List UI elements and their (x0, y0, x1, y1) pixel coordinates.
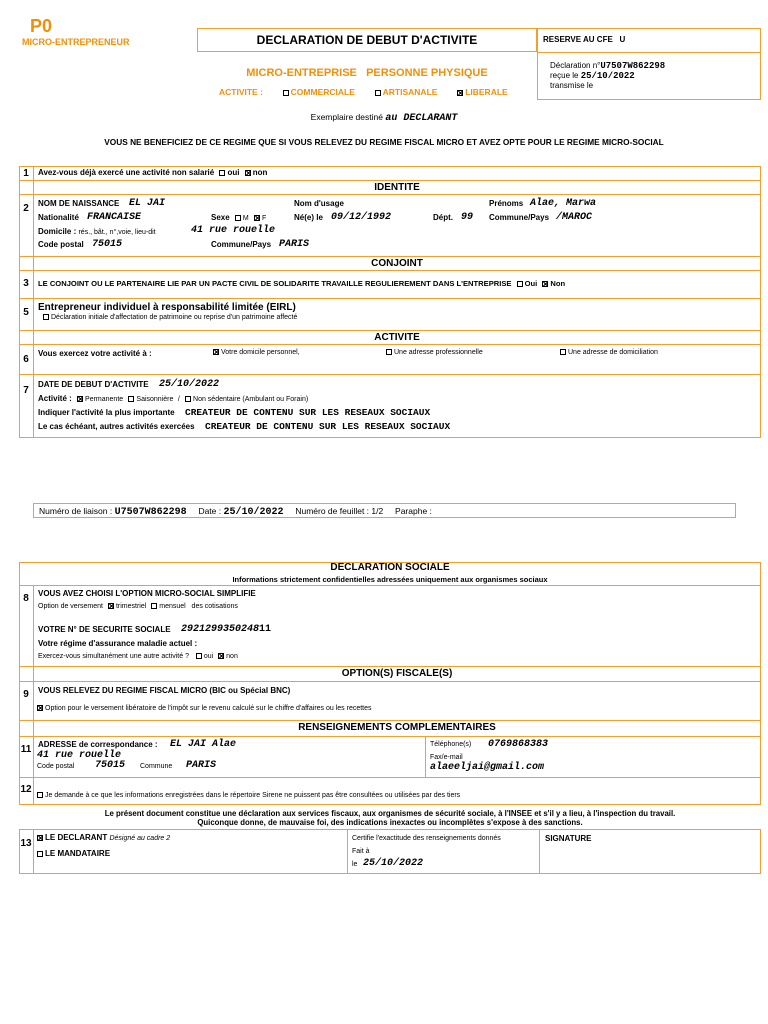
commune-pays-value: /MAROC (556, 212, 593, 223)
reserve-label: RESERVE AU CFE (543, 35, 613, 44)
secu-label: VOTRE N° DE SECURITE SOCIALE (38, 625, 171, 634)
certifie-text: Certifie l'exactitude des renseignements donnés (352, 835, 501, 842)
lieu-domiciliation: Une adresse de domiciliation (557, 349, 658, 356)
exemplaire-value: au DECLARANT (385, 113, 458, 124)
page-title: DECLARATION DE DEBUT D'ACTIVITE (256, 33, 478, 47)
telephone-label: Téléphone(s) (430, 741, 472, 748)
commerciale-label: COMMERCIALE (290, 87, 355, 97)
autres-activites-label: Le cas échéant, autres activités exercées (38, 422, 195, 431)
naissance-label: Né(e) le (294, 213, 323, 222)
micro-social-title: VOUS AVEZ CHOISI L'OPTION MICRO-SOCIAL SIMPLIFIE (38, 589, 256, 598)
nationalite-value: FRANCAISE (87, 212, 142, 223)
section-1-number: 1 (23, 168, 29, 179)
eirl-checkbox[interactable] (43, 314, 49, 320)
cfe-box (537, 28, 761, 100)
autres-activites-value: CREATEUR DE CONTENU SUR LES RESEAUX SOCIAUX (205, 421, 451, 432)
eirl-title: Entrepreneur individuel à responsabilité limitée (EIRL) (38, 302, 296, 313)
declarant-checkbox[interactable] (37, 835, 43, 841)
title-box (197, 28, 537, 52)
regime-maladie-label: Votre régime d'assurance maladie actuel : (38, 639, 198, 648)
nom-naissance-label: NOM DE NAISSANCE (38, 199, 120, 208)
activite-heading: ACTIVITE (374, 332, 420, 343)
complementaires-heading: RENSEIGNEMENTS COMPLEMENTAIRES (298, 722, 496, 733)
activite-principale-value: CREATEUR DE CONTENU SUR LES RESEAUX SOCIAUX (185, 407, 431, 418)
versement-option: Option de versement trimestriel mensuel des cotisations (38, 603, 238, 610)
declarant-option: LE DECLARANT Désigné au cadre 2 (34, 833, 170, 842)
secu-key: 11 (259, 624, 272, 635)
liaison-number: U7507W862298 (114, 507, 187, 518)
date-debut-label: DATE DE DEBUT D'ACTIVITE (38, 380, 149, 389)
trimestriel-checkbox[interactable] (108, 603, 114, 609)
autre-non-checkbox[interactable] (218, 653, 224, 659)
artisanale-checkbox[interactable] (375, 90, 381, 96)
form-subtitle: MICRO-ENTREPRISE PERSONNE PHYSIQUE (246, 67, 488, 79)
naissance-date: 09/12/1992 (331, 212, 392, 223)
versement-liberatoire-checkbox[interactable] (37, 705, 43, 711)
eirl-option: Déclaration initiale d'affectation de patrimoine ou reprise d'un patrimoine affecté (40, 314, 297, 321)
sirene-option: Je demande à ce que les informations enregistrées dans le répertoire Sirene ne puissent pas être consultées ou utilisées par des tiers (34, 792, 460, 799)
permanente-checkbox[interactable] (77, 396, 83, 402)
corr-cp-value: 75015 (95, 760, 126, 771)
nom-usage-label: Nom d'usage (294, 199, 344, 208)
mandataire-option: LE MANDATAIRE (34, 849, 110, 858)
sexe-field: Sexe M F (211, 213, 267, 222)
code-postal-label: Code postal (38, 240, 84, 249)
liberale-checkbox[interactable] (457, 90, 463, 96)
date-debut-value: 25/10/2022 (159, 379, 220, 390)
autre-oui-checkbox[interactable] (196, 653, 202, 659)
autre-activite: Exercez-vous simultanément une autre activité ? oui non (38, 653, 238, 660)
mensuel-checkbox[interactable] (151, 603, 157, 609)
fiscal-micro-title: VOUS RELEVEZ DU REGIME FISCAL MICRO (BIC ou Spécial BNC) (38, 686, 291, 695)
lieu-pro-checkbox[interactable] (386, 349, 392, 355)
domicile-label: Domicile : rés., bât., n°,voie, lieu-dit (38, 227, 156, 236)
dept-value: 99 (461, 212, 474, 223)
transmise-label: transmise le (550, 81, 594, 90)
adresse-corr-nom: EL JAI Alae (170, 739, 237, 750)
non-sedentaire-checkbox[interactable] (185, 396, 191, 402)
fax-email-label: Fax/e-mail (430, 754, 463, 761)
corr-cp-label: Code postal (37, 763, 75, 770)
liaison-bar (33, 503, 736, 518)
recue-label: reçue le (550, 71, 579, 80)
secu-value: 292129935024811 (181, 624, 272, 635)
section-13-number: 13 (20, 838, 32, 849)
lieu-pro: Une adresse professionnelle (383, 349, 483, 356)
lieu-domicile-checkbox[interactable] (213, 349, 219, 355)
activite-choices (219, 87, 508, 97)
commerciale-checkbox[interactable] (283, 90, 289, 96)
corr-commune-value: PARIS (186, 760, 217, 771)
lieu-domiciliation-checkbox[interactable] (560, 349, 566, 355)
activite-type: Activité : Permanente Saisonnière / Non sédentaire (Ambulant ou Forain) (38, 394, 309, 403)
form-type: MICRO-ENTREPRENEUR (22, 37, 130, 47)
conjoint-oui-checkbox[interactable] (517, 281, 523, 287)
fiscale-heading: OPTION(S) FISCALE(S) (341, 668, 453, 679)
liaison-date-label: Date : (198, 506, 222, 516)
adresse-corr-rue: 41 rue rouelle (37, 750, 122, 761)
conjoint-heading: CONJOINT (371, 258, 423, 269)
section-6-number: 6 (23, 354, 29, 365)
artisanale-label: ARTISANALE (382, 87, 438, 97)
activite-principale-label: Indiquer l'activité la plus importante (38, 408, 175, 417)
sexe-m-checkbox[interactable] (235, 215, 241, 221)
liaison-date: 25/10/2022 (223, 507, 284, 518)
identite-heading: IDENTITE (374, 182, 420, 193)
telephone-value: 0769868383 (488, 739, 549, 750)
adresse-corr-label: ADRESSE de correspondance : (38, 740, 158, 749)
le-label: le (352, 861, 358, 868)
recue-date: 25/10/2022 (580, 71, 635, 81)
fait-label: Fait à (352, 848, 370, 855)
email-value: alaeeljai@gmail.com (430, 762, 545, 773)
declaration-label: Déclaration n° (550, 61, 601, 70)
conjoint-question: LE CONJOINT OU LE PARTENAIRE LIE PAR UN PACTE CIVIL DE SOLIDARITE TRAVAILLE REGULIEREMENT DANS L'ENTREPRISE Oui Non (38, 279, 566, 288)
section-2-number: 2 (23, 203, 29, 214)
nationalite-label: Nationalité (38, 213, 79, 222)
lieu-domicile: Votre domicile personnel, (210, 349, 300, 356)
versement-liberatoire: Option pour le versement libératoire de l'impôt sur le revenu calculé sur le chiffre d'affaires ou les recettes (34, 705, 372, 712)
code-postal-value: 75015 (92, 239, 123, 250)
legal-line-1: Le présent document constitue une déclaration aux services fiscaux, aux organismes de sécurité sociale, à l'INSEE et s'il y a lieu, à l'inspection du travail. (104, 809, 676, 818)
social-frame (19, 562, 761, 805)
reserve-value: U (619, 35, 626, 44)
section-11-number: 11 (20, 744, 32, 755)
section-3-number: 3 (23, 278, 29, 289)
section-12-number: 12 (20, 784, 32, 795)
sexe-f-checkbox[interactable] (254, 215, 260, 221)
nom-naissance-value: EL JAI (129, 198, 166, 209)
s1-non-checkbox[interactable] (245, 170, 251, 176)
sirene-checkbox[interactable] (37, 792, 43, 798)
commune-pays-label: Commune/Pays (489, 213, 550, 222)
domicile-value: 41 rue rouelle (191, 225, 276, 236)
activite-label: ACTIVITE : (219, 87, 263, 97)
liaison-label: Numéro de liaison : (39, 506, 113, 516)
section-1: Avez-vous déjà exercé une activité non salarié oui non (38, 168, 268, 177)
saisonniere-checkbox[interactable] (128, 396, 134, 402)
signature-label: SIGNATURE (545, 834, 592, 843)
legal-line-2: Quiconque donne, de mauvaise foi, des indications inexactes ou incomplètes s'expose à des sanctions. (197, 818, 583, 827)
exemplaire: Exemplaire destiné au DECLARANT (310, 112, 458, 124)
liberale-label: LIBERALE (465, 87, 508, 97)
mandataire-checkbox[interactable] (37, 851, 43, 857)
commune2-label: Commune/Pays (211, 240, 272, 249)
section-7-number: 7 (23, 385, 29, 396)
form-code: P0 (30, 16, 53, 36)
dept-label: Dépt. (433, 213, 453, 222)
section-5-number: 5 (23, 307, 29, 318)
corr-commune-label: Commune (140, 763, 173, 770)
sociale-subheading: Informations strictement confidentielles adressées uniquement aux organismes sociaux (232, 575, 548, 584)
prenoms-label: Prénoms (489, 199, 524, 208)
sociale-heading: DECLARATION SOCIALE (330, 562, 450, 573)
signature-date: 25/10/2022 (363, 858, 424, 869)
declaration-number: U7507W862298 (600, 61, 666, 71)
lieu-label: Vous exercez votre activité à : (38, 349, 152, 358)
section-9-number: 9 (23, 689, 29, 700)
s1-oui-checkbox[interactable] (219, 170, 225, 176)
feuillet-label: Numéro de feuillet : 1/2 (295, 506, 384, 516)
regime-notice: VOUS NE BENEFICIEZ DE CE REGIME QUE SI VOUS RELEVEZ DU REGIME FISCAL MICRO ET AVEZ OPTE POUR LE REGIME MICRO-SOCIAL (104, 137, 664, 147)
legal-notice (19, 809, 761, 827)
commune2-value: PARIS (279, 239, 310, 250)
prenoms-value: Alae, Marwa (530, 198, 597, 209)
section-8-number: 8 (23, 593, 29, 604)
conjoint-non-checkbox[interactable] (542, 281, 548, 287)
paraphe-label: Paraphe : (395, 506, 432, 516)
